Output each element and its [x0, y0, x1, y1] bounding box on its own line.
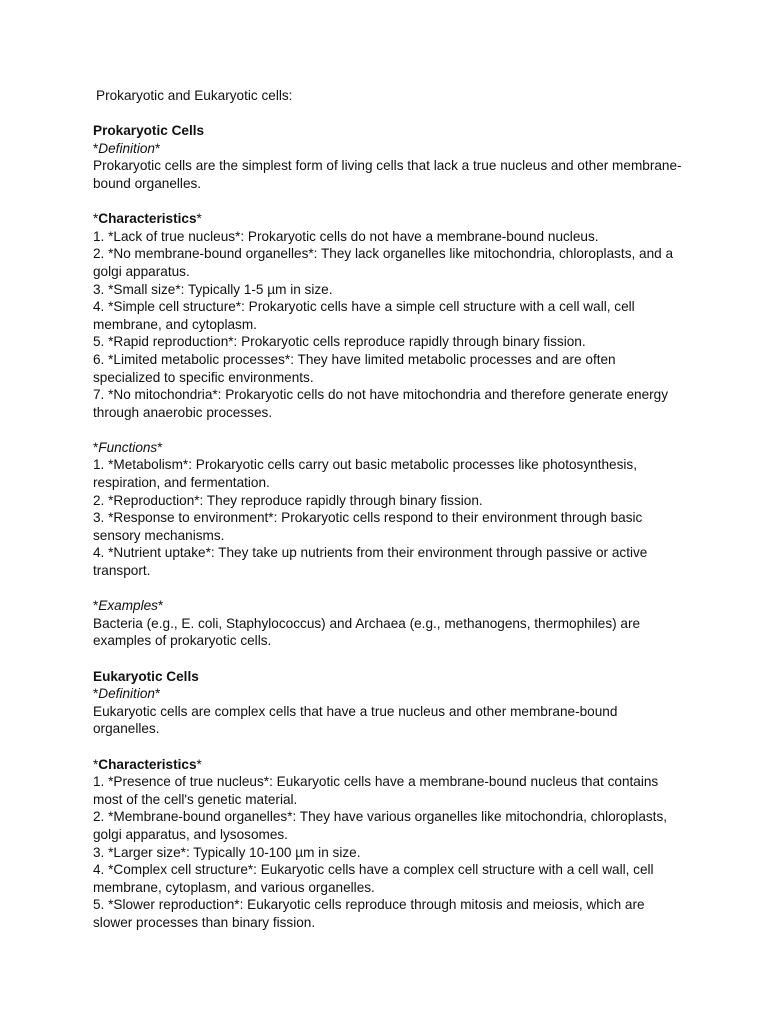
spacer — [93, 738, 683, 756]
spacer — [93, 421, 683, 439]
list-item: 2. *Membrane-bound organelles*: They have various organelles like mitochondria, chloroplasts, golgi apparatus, and lysosomes. — [93, 809, 668, 842]
list-item: 2. *Reproduction*: They reproduce rapidly through binary fission. — [93, 492, 483, 508]
prokaryotic-definition-text: Prokaryotic cells are the simplest form of living cells that lack a true nucleus and other membrane-bound organelles. — [93, 158, 682, 191]
prokaryotic-functions-list — [93, 456, 683, 579]
prokaryotic-definition-label-text: Definition — [98, 140, 155, 156]
prokaryotic-functions-label-text: Functions — [98, 439, 158, 455]
prokaryotic-examples-label-text: Examples — [98, 598, 158, 614]
prokaryotic-characteristics-label: *Characteristics* — [93, 211, 202, 227]
eukaryotic-characteristics-list — [93, 773, 683, 931]
eukaryotic-definition-label-text: Definition — [98, 686, 155, 702]
document-title: Prokaryotic and Eukaryotic cells: — [96, 88, 293, 103]
eukaryotic-definition-text: Eukaryotic cells are complex cells that have a true nucleus and other membrane-bound organelles. — [93, 703, 618, 737]
prokaryotic-definition-label: *Definition* — [93, 140, 161, 156]
list-item: 1. *Lack of true nucleus*: Prokaryotic cells do not have a membrane-bound nucleus. — [93, 228, 599, 244]
list-item: 7. *No mitochondria*: Prokaryotic cells do not have mitochondria and therefore generate energy through anaerobic processes. — [93, 387, 669, 420]
list-item: 1. *Metabolism*: Prokaryotic cells carry out basic metabolic processes like photosynthesis, respiration, and fermentation. — [93, 457, 637, 491]
list-item: 5. *Slower reproduction*: Eukaryotic cells reproduce through mitosis and meiosis, which are slower processes than binary fission. — [93, 897, 645, 930]
list-item: 6. *Limited metabolic processes*: They have limited metabolic processes and are often specialized to specific environments. — [93, 351, 616, 385]
prokaryotic-functions-label: *Functions* — [93, 439, 163, 455]
eukaryotic-characteristics-label-text: Characteristics — [98, 756, 197, 772]
list-item: 5. *Rapid reproduction*: Prokaryotic cells reproduce rapidly through binary fission. — [93, 334, 586, 350]
prokaryotic-heading: Prokaryotic Cells — [93, 123, 205, 139]
list-item: 3. *Larger size*: Typically 10-100 µm in size. — [93, 844, 361, 860]
list-item: 4. *Complex cell structure*: Eukaryotic cells have a complex cell structure with a cell wall, cell membrane, cytoplasm, and various organelles. — [93, 862, 654, 895]
eukaryotic-heading: Eukaryotic Cells — [93, 668, 199, 684]
spacer — [93, 193, 683, 211]
document-page — [93, 87, 683, 932]
eukaryotic-definition-label: *Definition* — [93, 686, 161, 702]
list-item: 4. *Nutrient uptake*: They take up nutrients from their environment through passive or active transport. — [93, 545, 648, 579]
prokaryotic-examples-label: *Examples* — [93, 598, 164, 614]
list-item: 4. *Simple cell structure*: Prokaryotic cells have a simple cell structure with a cell wall, cell membrane, and cytoplasm. — [93, 299, 635, 332]
prokaryotic-characteristics-list — [93, 228, 683, 422]
list-item: 3. *Small size*: Typically 1-5 µm in size. — [93, 281, 333, 297]
list-item: 3. *Response to environment*: Prokaryotic cells respond to their environment through basic sensory mechanisms. — [93, 510, 643, 543]
eukaryotic-characteristics-label: *Characteristics* — [93, 756, 202, 772]
list-item: 1. *Presence of true nucleus*: Eukaryotic cells have a membrane-bound nucleus that contains most of the cell's genetic material. — [93, 774, 659, 807]
prokaryotic-characteristics-label-text: Characteristics — [98, 211, 197, 227]
spacer — [93, 650, 683, 668]
prokaryotic-examples-text: Bacteria (e.g., E. coli, Staphylococcus) and Archaea (e.g., methanogens, thermophiles) are examples of prokaryotic cells. — [93, 615, 641, 649]
list-item: 2. *No membrane-bound organelles*: They lack organelles like mitochondria, chloroplasts, and a golgi apparatus. — [93, 246, 674, 279]
spacer — [93, 580, 683, 598]
